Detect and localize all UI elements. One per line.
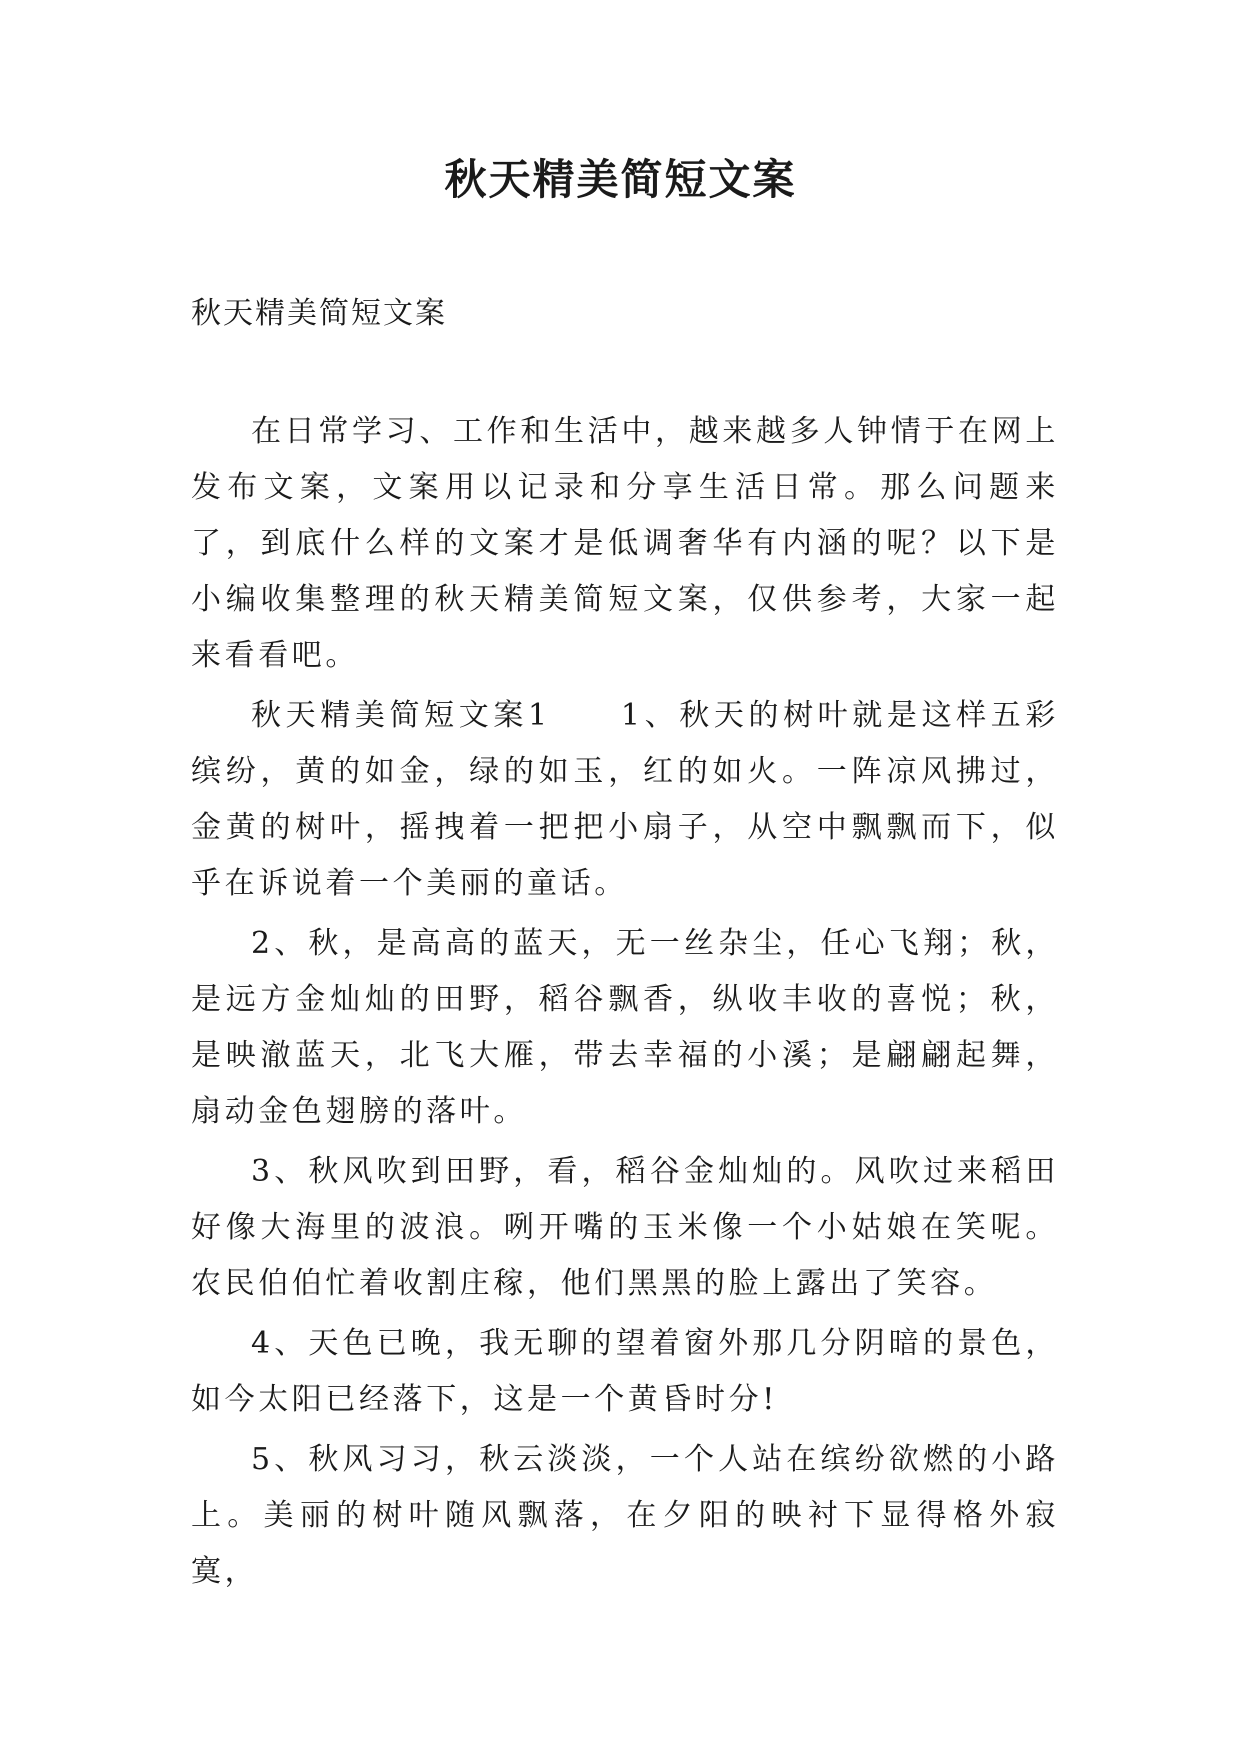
- paragraph-item-3: 3、秋风吹到田野，看，稻谷金灿灿的。风吹过来稻田好像大海里的波浪。咧开嘴的玉米像一个小姑娘在笑呢。农民伯伯忙着收割庄稼，他们黑黑的脸上露出了笑容。: [191, 1154, 1059, 1301]
- paragraph-intro: 在日常学习、工作和生活中，越来越多人钟情于在网上发布文案，文案用以记录和分享生活日常。那么问题来了，到底什么样的文案才是低调奢华有内涵的呢？以下是小编收集整理的秋天精美简短文案，仅供参考，大家一起来看看吧。: [191, 414, 1059, 673]
- paragraph-item-4: 4、天色已晚，我无聊的望着窗外那几分阴暗的景色，如今太阳已经落下，这是一个黄昏时分!: [191, 1326, 1059, 1417]
- document-title: 秋天精美简短文案: [444, 155, 797, 204]
- paragraph-item-5: 5、秋风习习，秋云淡淡，一个人站在缤纷欲燃的小路上。美丽的树叶随风飘落，在夕阳的映衬下显得格外寂寞，: [191, 1442, 1059, 1589]
- paragraph-item-2: 2、秋，是高高的蓝天，无一丝杂尘，任心飞翔；秋，是远方金灿灿的田野，稻谷飘香，纵收丰收的喜悦；秋，是映澈蓝天，北飞大雁，带去幸福的小溪；是翩翩起舞，扇动金色翅膀的落叶。: [191, 926, 1059, 1129]
- document-body: [191, 404, 1059, 1600]
- document-subtitle: 秋天精美简短文案: [191, 296, 447, 331]
- paragraph-item-1: 秋天精美简短文案1 1、秋天的树叶就是这样五彩缤纷，黄的如金，绿的如玉，红的如火。一阵凉风拂过，金黄的树叶，摇拽着一把把小扇子，从空中飘飘而下，似乎在诉说着一个美丽的童话。: [191, 698, 1059, 901]
